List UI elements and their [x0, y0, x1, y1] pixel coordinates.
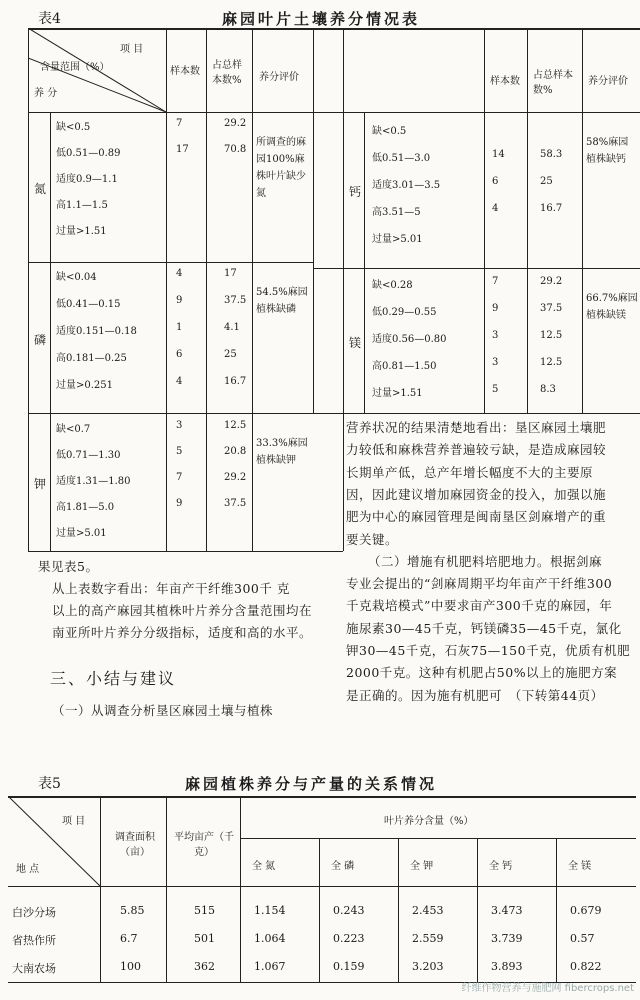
nutrient-col-header: 全 镁 [568, 861, 592, 872]
nutrient-col-header: 全 氮 [252, 861, 276, 872]
area-cell: 100 [120, 960, 141, 973]
nutrient-name: 氮 [34, 182, 47, 196]
table4-hdr-item: 项 目 [120, 44, 144, 55]
pct-cell: 16.7 [540, 203, 563, 214]
eval-cell: 所调查的麻园100%麻株叶片缺少氮 [256, 137, 306, 199]
range-cell: 低0.51—3.0 [372, 153, 431, 164]
range-cell: 过量>5.01 [56, 528, 107, 539]
samples-cell: 9 [176, 498, 183, 509]
range-cell: 适度0.9—1.1 [56, 174, 118, 185]
pct-cell: 12.5 [540, 357, 563, 368]
paragraph-line: 长期单产低，总产年增长幅度不大的主要原 [346, 464, 594, 480]
nutrient-value-cell: 3.203 [412, 960, 444, 973]
range-cell: 缺<0.5 [372, 126, 407, 137]
range-cell: 适度3.01—3.5 [372, 180, 441, 191]
range-cell: 高1.81—5.0 [56, 502, 115, 513]
paragraph-line: 从上表数字看出：年亩产干纤维300千 克 [52, 581, 290, 596]
paragraph-line: 是正确的。因为施有机肥可 （下转第44页） [346, 687, 604, 703]
range-cell: 低0.29—0.55 [372, 307, 437, 318]
range-cell: 适度0.56—0.80 [372, 334, 447, 345]
table4-hdr-nutrient: 养 分 [34, 88, 58, 99]
area-cell: 6.7 [120, 932, 138, 945]
samples-cell: 9 [492, 303, 499, 314]
range-cell: 高1.1—1.5 [56, 200, 108, 211]
table5-hdr-area: 调查面积（亩） [115, 832, 155, 858]
paragraph-line: 以上的高产麻园其植株叶片养分含量范围均在 [52, 603, 313, 618]
table5-title: 麻园植株养分与产量的关系情况 [185, 775, 438, 793]
nutrient-value-cell: 0.223 [333, 932, 365, 945]
pct-cell: 58.3 [540, 149, 563, 160]
samples-cell: 3 [492, 330, 499, 341]
pct-cell: 25 [540, 176, 553, 187]
range-cell: 适度1.31—1.80 [56, 476, 131, 487]
nutrient-value-cell: 1.067 [254, 960, 286, 973]
pct-cell: 20.8 [224, 446, 247, 457]
range-cell: 过量>0.251 [56, 380, 114, 391]
range-cell: 低0.51—0.89 [56, 148, 121, 159]
pct-cell: 29.2 [224, 118, 247, 129]
location-cell: 白沙分场 [12, 906, 56, 919]
pct-cell: 8.3 [540, 384, 556, 395]
nutrient-value-cell: 0.822 [570, 960, 602, 973]
range-cell: 过量>1.51 [372, 388, 423, 399]
range-cell: 适度0.151—0.18 [56, 326, 137, 337]
nutrient-name: 镁 [349, 335, 362, 350]
nutrient-value-cell: 1.064 [254, 932, 286, 945]
nutrient-value-cell: 0.243 [333, 904, 365, 917]
samples-cell: 3 [492, 357, 499, 368]
watermark: 纤维作物营养与施肥网 fibercrops.net [461, 983, 634, 994]
nutrient-name: 钾 [34, 477, 47, 491]
pct-cell: 70.8 [224, 144, 247, 155]
table4-hdr-samples: 样本数 [170, 66, 200, 77]
range-cell: 低0.71—1.30 [56, 450, 121, 461]
paragraph-line: 要关键。 [346, 531, 399, 547]
table4-hdr-eval: 养分评价 [259, 72, 299, 83]
samples-cell: 4 [176, 376, 183, 387]
paragraph-line: 施尿素30—45千克，钙镁磷35—45千克，氯化 [346, 620, 622, 636]
pct-cell: 12.5 [224, 420, 247, 431]
pct-cell: 17 [224, 268, 237, 279]
area-cell: 5.85 [120, 904, 145, 917]
location-cell: 省热作所 [12, 934, 56, 947]
nutrient-name: 磷 [34, 332, 47, 347]
yield-cell: 362 [194, 960, 215, 973]
yield-cell: 515 [194, 904, 215, 917]
nutrient-value-cell: 2.453 [412, 904, 444, 917]
range-cell: 缺<0.7 [56, 424, 91, 435]
samples-cell: 17 [176, 144, 189, 155]
samples-cell: 4 [176, 268, 183, 279]
pct-cell: 25 [224, 349, 237, 360]
nutrient-value-cell: 3.893 [491, 960, 523, 973]
nutrient-value-cell: 0.159 [333, 960, 365, 973]
heading-paragraph: （一）从调查分析垦区麻园土壤与植株 [52, 703, 274, 718]
samples-cell: 7 [176, 118, 183, 129]
table4-hdr-samples-r: 样本数 [490, 76, 520, 87]
samples-cell: 5 [176, 446, 183, 457]
nutrient-value-cell: 2.559 [412, 932, 444, 945]
paragraph-line: 肥为中心的麻园管理是闽南垦区剑麻增产的重 [346, 509, 607, 525]
paragraph-line: 钾30—45千克，石灰75—150千克，优质有机肥 [346, 643, 631, 658]
range-cell: 过量>1.51 [56, 226, 107, 237]
samples-cell: 7 [492, 276, 499, 287]
pct-cell: 29.2 [540, 276, 563, 287]
samples-cell: 6 [492, 176, 499, 187]
nutrient-value-cell: 0.679 [570, 904, 602, 917]
eval-cell: 54.5%麻园植株缺磷 [256, 287, 308, 315]
table4-hdr-pct: 占总样本数% [212, 60, 242, 86]
samples-cell: 4 [492, 203, 499, 214]
range-cell: 过量>5.01 [372, 234, 423, 245]
section-heading: 三、小结与建议 [50, 669, 177, 688]
nutrient-col-header: 全 钾 [410, 861, 434, 872]
yield-cell: 501 [194, 932, 215, 945]
range-cell: 缺<0.5 [56, 122, 91, 133]
pct-cell: 4.1 [224, 322, 240, 333]
table5-hdr-leaf: 叶片养分含量（%） [384, 816, 474, 827]
samples-cell: 14 [492, 149, 505, 160]
paragraph-line: 果见表5。 [38, 559, 99, 574]
pct-cell: 37.5 [224, 295, 247, 306]
eval-cell: 58%麻园植株缺钙 [586, 137, 629, 165]
range-cell: 低0.41—0.15 [56, 299, 121, 310]
table5-caption: 表5 [38, 776, 61, 792]
samples-cell: 7 [176, 472, 183, 483]
table5-hdr-item: 项 目 [62, 816, 86, 827]
paragraph-line: 因，因此建议增加麻园资金的投入，加强以施 [346, 486, 607, 502]
samples-cell: 1 [176, 322, 183, 333]
range-cell: 缺<0.04 [56, 272, 97, 283]
nutrient-col-header: 全 钙 [489, 861, 513, 872]
pct-cell: 29.2 [224, 472, 247, 483]
samples-cell: 6 [176, 349, 183, 360]
nutrient-col-header: 全 磷 [331, 861, 355, 872]
pct-cell: 16.7 [224, 376, 247, 387]
range-cell: 高3.51—5 [372, 207, 421, 218]
nutrient-value-cell: 3.739 [491, 932, 523, 945]
paragraph-line: 营养状况的结果清楚地看出：垦区麻园土壤肥 [346, 420, 607, 435]
table4-caption: 表4 [38, 11, 61, 27]
range-cell: 高0.181—0.25 [56, 353, 127, 364]
nutrient-value-cell: 0.57 [570, 932, 595, 945]
paragraph-line: 力较低和麻株营养普遍较亏缺，是造成麻园较 [346, 442, 607, 458]
eval-cell: 33.3%麻园植株缺钾 [256, 438, 308, 466]
range-cell: 高0.81—1.50 [372, 361, 437, 372]
pct-cell: 12.5 [540, 330, 563, 341]
table4-title: 麻园叶片土壤养分情况表 [222, 10, 421, 28]
samples-cell: 9 [176, 295, 183, 306]
table5-hdr-loc: 地 点 [16, 864, 40, 875]
paragraph-line: 南亚所叶片养分分级指标，适度和高的水平。 [52, 625, 313, 640]
table4-hdr-pct-r: 占总样本数% [533, 70, 573, 96]
range-cell: 缺<0.28 [372, 280, 413, 291]
nutrient-name: 钙 [349, 185, 362, 199]
paragraph-line: 千克栽培模式”中要求亩产300千克的麻园，年 [346, 598, 613, 614]
pct-cell: 37.5 [540, 303, 563, 314]
paragraph-line: 2000千克。这种有机肥占50%以上的施肥方案 [346, 665, 618, 681]
nutrient-value-cell: 3.473 [491, 904, 523, 917]
table4-hdr-range: 含量范围（%） [40, 62, 110, 73]
samples-cell: 3 [176, 420, 183, 431]
table4-hdr-eval-r: 养分评价 [588, 76, 628, 87]
paragraph-line: 专业会提出的“剑麻周期平均年亩产干纤维300 [346, 576, 613, 592]
eval-cell: 66.7%麻园植株缺镁 [586, 293, 638, 321]
pct-cell: 37.5 [224, 498, 247, 509]
nutrient-value-cell: 1.154 [254, 904, 286, 917]
samples-cell: 5 [492, 384, 499, 395]
paragraph-line: （二）增施有机肥料培肥地力。根据剑麻 [368, 553, 603, 569]
table5-hdr-yield: 平均亩产（千克） [174, 832, 234, 858]
location-cell: 大南农场 [12, 962, 56, 975]
